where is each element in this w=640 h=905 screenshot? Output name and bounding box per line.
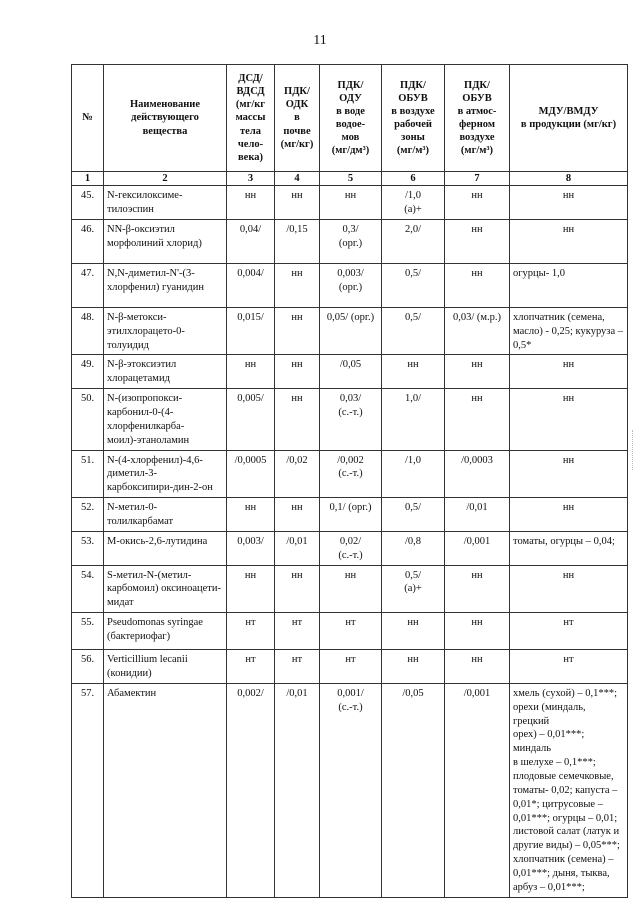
table-row <box>72 186 628 220</box>
daily-dose-value: нн <box>227 565 275 613</box>
workzone-air-value: 0,5/ (а)+ <box>382 565 445 613</box>
water-limit-value: 0,1/ (орг.) <box>320 498 382 532</box>
table-row <box>72 219 628 263</box>
workzone-air-value: /0,8 <box>382 531 445 565</box>
substance-name: Verticillium lecanii (конидии) <box>104 650 227 684</box>
atmosphere-value: нн <box>445 263 510 307</box>
soil-limit-value: нн <box>275 389 320 450</box>
product-residue-value: нн <box>510 498 628 532</box>
workzone-air-value: нн <box>382 650 445 684</box>
daily-dose-value: 0,004/ <box>227 263 275 307</box>
daily-dose-value: 0,04/ <box>227 219 275 263</box>
table-row <box>72 565 628 613</box>
workzone-air-value: нн <box>382 613 445 650</box>
atmosphere-value: нн <box>445 613 510 650</box>
table-header-row <box>72 65 628 172</box>
atmosphere-value: /0,001 <box>445 531 510 565</box>
substance-name: N-(изопропокси- карбонил-0-(4- хлорфенилкарба- моил)-этаноламин <box>104 389 227 450</box>
header-workzone-air-limit: ПДК/ ОБУВ в воздухе рабочей зоны (мг/м³) <box>382 65 445 172</box>
header-soil-limit: ПДК/ ОДК в почве (мг/кг) <box>275 65 320 172</box>
product-residue-value: нн <box>510 219 628 263</box>
product-residue-value: хлопчатник (семена, масло) - 0,25; кукуруза – 0,5* <box>510 307 628 355</box>
column-index: 4 <box>275 172 320 186</box>
table-body <box>72 186 628 898</box>
soil-limit-value: нн <box>275 186 320 220</box>
header-substance-name: Наименование действующего вещества <box>104 65 227 172</box>
workzone-air-value: /1,0 <box>382 450 445 498</box>
atmosphere-value: нн <box>445 219 510 263</box>
product-residue-value: нт <box>510 613 628 650</box>
water-limit-value: 0,02/ (с.-т.) <box>320 531 382 565</box>
daily-dose-value: нт <box>227 650 275 684</box>
column-index: 1 <box>72 172 104 186</box>
daily-dose-value: нн <box>227 498 275 532</box>
daily-dose-value: нт <box>227 613 275 650</box>
row-number: 47. <box>72 263 104 307</box>
atmosphere-value: нн <box>445 565 510 613</box>
substance-name: N-β-метокси- этилхлорацето-0- толуидид <box>104 307 227 355</box>
scan-edge-mark <box>632 430 634 470</box>
table-row <box>72 613 628 650</box>
substance-name: M-окись-2,6-лутидина <box>104 531 227 565</box>
substance-name: S-метил-N-(метил- карбомоил) оксиноацети- мидат <box>104 565 227 613</box>
row-number: 57. <box>72 683 104 897</box>
soil-limit-value: нн <box>275 307 320 355</box>
water-limit-value: 0,3/ (орг.) <box>320 219 382 263</box>
soil-limit-value: /0,01 <box>275 683 320 897</box>
atmosphere-value: нн <box>445 355 510 389</box>
row-number: 52. <box>72 498 104 532</box>
product-residue-value: огурцы- 1,0 <box>510 263 628 307</box>
header-water-limit: ПДК/ ОДУ в воде водое- мов (мг/дм³) <box>320 65 382 172</box>
product-residue-value: нн <box>510 186 628 220</box>
atmosphere-value: нн <box>445 186 510 220</box>
table-row <box>72 650 628 684</box>
table-row <box>72 450 628 498</box>
water-limit-value: нн <box>320 186 382 220</box>
product-residue-value: нн <box>510 450 628 498</box>
workzone-air-value: /0,05 <box>382 683 445 897</box>
atmosphere-value: /0,0003 <box>445 450 510 498</box>
row-number: 45. <box>72 186 104 220</box>
column-index-row <box>72 172 628 186</box>
water-limit-value: 0,001/ (с.-т.) <box>320 683 382 897</box>
product-residue-value: нн <box>510 565 628 613</box>
soil-limit-value: нн <box>275 263 320 307</box>
atmosphere-value: нн <box>445 389 510 450</box>
daily-dose-value: нн <box>227 186 275 220</box>
daily-dose-value: 0,003/ <box>227 531 275 565</box>
substance-name: N-гексилоксиме- тилоэспин <box>104 186 227 220</box>
header-atmosphere-limit: ПДК/ ОБУВ в атмос- ферном воздухе (мг/м³) <box>445 65 510 172</box>
table-row <box>72 307 628 355</box>
table-row <box>72 683 628 897</box>
substance-name: N-(4-хлорфенил)-4,6- диметил-3- карбоксипири-дин-2-он <box>104 450 227 498</box>
row-number: 48. <box>72 307 104 355</box>
column-index: 8 <box>510 172 628 186</box>
soil-limit-value: /0,02 <box>275 450 320 498</box>
water-limit-value: /0,002 (с.-т.) <box>320 450 382 498</box>
daily-dose-value: 0,002/ <box>227 683 275 897</box>
header-number: № <box>72 65 104 172</box>
row-number: 54. <box>72 565 104 613</box>
table-row <box>72 263 628 307</box>
regulatory-table <box>71 64 628 898</box>
substance-name: NN-β-оксиэтил морфолиний хлорид) <box>104 219 227 263</box>
column-index: 6 <box>382 172 445 186</box>
header-daily-dose: ДСД/ ВДСД (мг/кг массы тела чело- века) <box>227 65 275 172</box>
product-residue-value: нт <box>510 650 628 684</box>
product-residue-value: нн <box>510 389 628 450</box>
product-residue-value: томаты, огурцы – 0,04; <box>510 531 628 565</box>
column-index: 2 <box>104 172 227 186</box>
row-number: 50. <box>72 389 104 450</box>
table-row <box>72 355 628 389</box>
table-row <box>72 498 628 532</box>
water-limit-value: 0,003/ (орг.) <box>320 263 382 307</box>
water-limit-value: нт <box>320 650 382 684</box>
workzone-air-value: /1,0 (а)+ <box>382 186 445 220</box>
atmosphere-value: /0,001 <box>445 683 510 897</box>
atmosphere-value: 0,03/ (м.р.) <box>445 307 510 355</box>
substance-name: N-метил-0- толилкарбамат <box>104 498 227 532</box>
header-product-residue-limit: МДУ/ВМДУ в продукции (мг/кг) <box>510 65 628 172</box>
substance-name: N-β-этоксиэтил хлорацетамид <box>104 355 227 389</box>
substance-name: N,N-диметил-N'-(3- хлорфенил) гуанидин <box>104 263 227 307</box>
workzone-air-value: 0,5/ <box>382 307 445 355</box>
soil-limit-value: нн <box>275 498 320 532</box>
column-index: 7 <box>445 172 510 186</box>
workzone-air-value: 0,5/ <box>382 498 445 532</box>
row-number: 49. <box>72 355 104 389</box>
water-limit-value: 0,03/ (с.-т.) <box>320 389 382 450</box>
soil-limit-value: нт <box>275 650 320 684</box>
table-row <box>72 389 628 450</box>
product-residue-value: нн <box>510 355 628 389</box>
workzone-air-value: нн <box>382 355 445 389</box>
column-index: 3 <box>227 172 275 186</box>
row-number: 56. <box>72 650 104 684</box>
soil-limit-value: нт <box>275 613 320 650</box>
daily-dose-value: нн <box>227 355 275 389</box>
soil-limit-value: /0,01 <box>275 531 320 565</box>
soil-limit-value: нн <box>275 565 320 613</box>
soil-limit-value: /0,15 <box>275 219 320 263</box>
row-number: 55. <box>72 613 104 650</box>
daily-dose-value: 0,015/ <box>227 307 275 355</box>
water-limit-value: 0,05/ (орг.) <box>320 307 382 355</box>
product-residue-value: хмель (сухой) – 0,1***; орехи (миндаль, грецкий орех) – 0,01***; миндаль в шелухе – 0,1***; плодовые семечковые, томаты- 0,02; капуста – 0,01*; цитрусовые – 0,01***; огурцы – 0,01; листовой салат (латук и другие виды) – 0,05***; хлопчатник (семена) – 0,01***; дыня, тыква, арбуз – 0,01***; <box>510 683 628 897</box>
workzone-air-value: 2,0/ <box>382 219 445 263</box>
row-number: 46. <box>72 219 104 263</box>
row-number: 51. <box>72 450 104 498</box>
column-index: 5 <box>320 172 382 186</box>
table-row <box>72 531 628 565</box>
substance-name: Абамектин <box>104 683 227 897</box>
atmosphere-value: нн <box>445 650 510 684</box>
workzone-air-value: 0,5/ <box>382 263 445 307</box>
soil-limit-value: нн <box>275 355 320 389</box>
substance-name: Pseudomonas syringae (бактериофаг) <box>104 613 227 650</box>
workzone-air-value: 1,0/ <box>382 389 445 450</box>
page-number: 11 <box>313 33 327 48</box>
daily-dose-value: /0,0005 <box>227 450 275 498</box>
water-limit-value: нт <box>320 613 382 650</box>
row-number: 53. <box>72 531 104 565</box>
daily-dose-value: 0,005/ <box>227 389 275 450</box>
water-limit-value: нн <box>320 565 382 613</box>
water-limit-value: /0,05 <box>320 355 382 389</box>
atmosphere-value: /0,01 <box>445 498 510 532</box>
